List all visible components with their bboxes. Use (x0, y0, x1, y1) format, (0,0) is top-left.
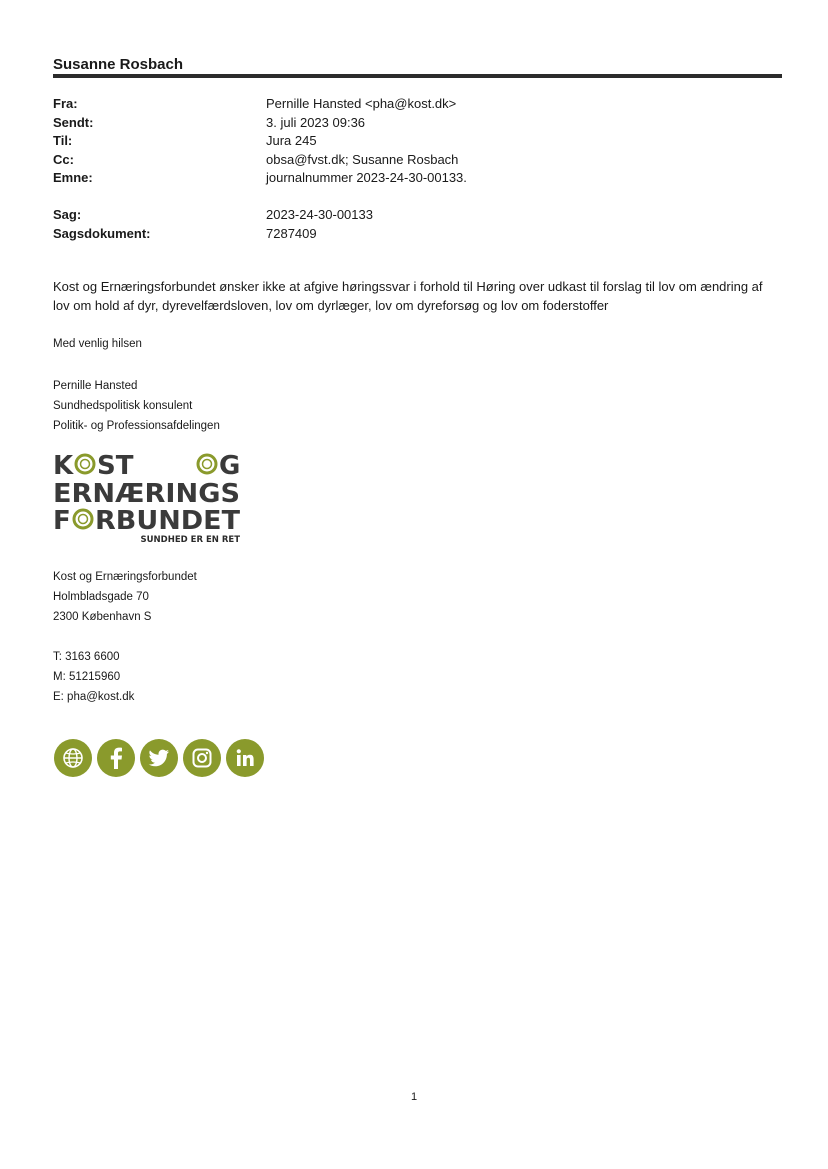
greeting: Med venlig hilsen (53, 338, 142, 350)
globe-icon[interactable] (54, 739, 92, 777)
logo-tagline: SUNDHED ER EN RET (140, 535, 240, 545)
logo-text-k: K (53, 451, 74, 481)
logo-text-f: F (53, 506, 71, 536)
email-body: Kost og Ernæringsforbundet ønsker ikke at afgive høringssvar i forhold til Høring over udkast til forslag til lov om ændring af lov om hold af dyr, dyrevelfærdsloven, lov om dyrlæger, lov om dyreforsøg og lov om foderstoffer (53, 279, 763, 313)
linkedin-icon[interactable] (226, 739, 264, 777)
header-label: Fra: (53, 96, 78, 111)
logo-ring-inner-icon (203, 460, 212, 469)
signature-mobile: M: 51215960 (53, 671, 121, 683)
header-label: Emne: (53, 170, 93, 185)
twitter-icon[interactable] (140, 739, 178, 777)
logo-ring-icon (76, 455, 94, 473)
header-value: journalnummer 2023-24-30-00133. (266, 170, 467, 185)
header-label: Til: (53, 133, 73, 148)
organization-logo (53, 450, 253, 550)
page-number: 1 (410, 1091, 418, 1103)
signature-street: Holmbladsgade 70 (53, 591, 149, 603)
signature-email: E: pha@kost.dk (53, 691, 135, 703)
title-rule (53, 74, 782, 78)
logo-text-g: G (219, 451, 241, 481)
header-value: Jura 245 (266, 133, 317, 148)
logo-text-line2: ERNÆRINGS (53, 479, 240, 509)
header-label: Sendt: (53, 115, 94, 130)
header-value: Pernille Hansted <pha@kost.dk> (266, 96, 457, 111)
header-value: obsa@fvst.dk; Susanne Rosbach (266, 152, 459, 167)
header-label: Cc: (53, 152, 74, 167)
logo-text-line3: RBUNDET (95, 506, 241, 536)
case-value: 2023-24-30-00133 (266, 207, 373, 222)
signature-phone: T: 3163 6600 (53, 651, 120, 663)
instagram-icon[interactable] (183, 739, 221, 777)
case-label: Sag: (53, 207, 82, 222)
logo-text-st: ST (97, 451, 134, 481)
logo-ring-inner-icon (81, 460, 90, 469)
facebook-icon[interactable] (97, 739, 135, 777)
header-value: 3. juli 2023 09:36 (266, 115, 366, 130)
signature-role: Sundhedspolitisk konsulent (53, 400, 193, 412)
signature-name: Pernille Hansted (53, 380, 138, 392)
sender-title: Susanne Rosbach (53, 56, 184, 73)
case-label: Sagsdokument: (53, 226, 151, 241)
signature-department: Politik- og Professionsafdelingen (53, 420, 220, 432)
logo-ring-icon (74, 510, 92, 528)
logo-ring-icon (198, 455, 216, 473)
case-value: 7287409 (266, 226, 317, 241)
signature-city: 2300 København S (53, 611, 152, 623)
logo-ring-inner-icon (79, 515, 88, 524)
signature-org: Kost og Ernæringsforbundet (53, 571, 197, 583)
